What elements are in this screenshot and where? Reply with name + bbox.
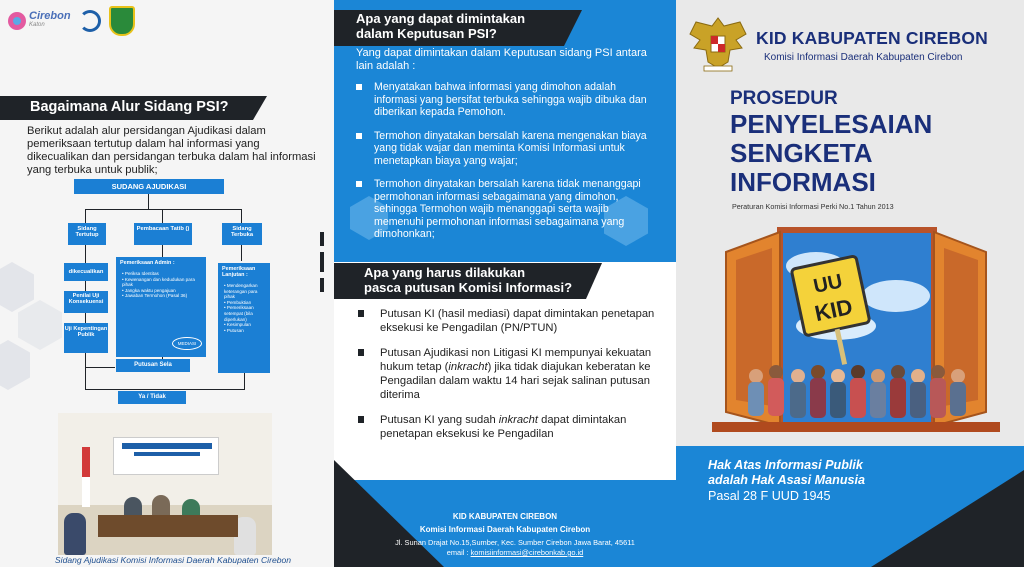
flow-lanjutan-item: • Mendengarkan keterangan para pihak — [224, 283, 268, 300]
cirebon-katon-logo — [8, 12, 71, 30]
list-item — [356, 130, 656, 168]
intro-paragraph: Yang dapat dimintakan dalam Keputusan sidang PSI antara lain adalah : — [356, 47, 647, 72]
photo-table — [98, 515, 238, 537]
flow-lanjutan-item: • Pemeriksaan setempat (bila diperlukan) — [224, 305, 268, 322]
bullet-square-icon — [356, 181, 362, 187]
list-item-text: dapat dimintakan penetapan eksekusi ke Pengadilan — [380, 414, 627, 440]
flow-connector — [162, 245, 163, 257]
middle-panel — [334, 0, 676, 567]
flow-sidang-terbuka: Sidang Terbuka — [222, 223, 262, 245]
bullet-square-icon — [358, 416, 364, 423]
photo-banner-text — [134, 452, 200, 456]
flow-connector — [85, 389, 245, 390]
dash-decoration — [320, 278, 324, 292]
list-item-text: Putusan KI yang sudah — [380, 414, 499, 426]
italic-term: inkracht — [448, 361, 488, 373]
flowchart — [40, 177, 282, 407]
kabupaten-cirebon-crest — [109, 6, 135, 36]
regulation-note: Peraturan Komisi Informasi Perki No.1 Tahun 2013 — [732, 202, 894, 211]
flow-connector — [85, 209, 241, 210]
flow-lanjutan-item: • Putusan — [224, 328, 268, 334]
quote-source: Pasal 28 F UUD 1945 — [708, 489, 831, 503]
section-heading-bar — [334, 10, 564, 46]
garuda-emblem-icon — [686, 12, 750, 74]
section-heading-bar — [0, 96, 253, 120]
flow-connector — [148, 194, 149, 209]
flow-connector — [85, 245, 86, 263]
post-decision-list — [356, 307, 666, 452]
flow-dikecualikan: dikecualikan — [64, 263, 108, 281]
brochure-title-line: PENYELESAIAN — [730, 109, 933, 139]
flow-uji-kepentingan-publik: Uji Kepentingan Publik — [64, 323, 108, 353]
flow-pemeriksaan-admin-title: Pemeriksaan Admin : — [120, 260, 175, 266]
flow-admin-item: • Kewenangan dan kedudukan para pihak — [122, 277, 202, 288]
flow-pembacaan-tatib: Pembacaan Tatib () — [134, 223, 192, 245]
sign-text-line1: UU — [811, 270, 845, 298]
brochure-title-prefix: PROSEDUR — [730, 88, 838, 109]
org-subtitle: Komisi Informasi Daerah Kabupaten Cirebon — [764, 52, 963, 63]
list-item — [356, 81, 656, 119]
bullet-square-icon — [358, 349, 364, 356]
flow-pemeriksaan-lanjutan-title: Pemeriksaan Lanjutan : — [222, 266, 256, 278]
footer-email-link[interactable]: komisiinformasi@cirebonkab.go.id — [470, 548, 584, 557]
flow-admin-item: • Jangka waktu pengajuan — [122, 288, 202, 294]
bullet-square-icon — [358, 310, 364, 317]
list-item — [356, 346, 666, 402]
dash-decoration — [320, 232, 324, 246]
flow-admin-item: • Periksa Identitas — [122, 271, 202, 277]
flow-lanjutan-list — [224, 283, 268, 333]
flow-connector — [85, 281, 86, 291]
flow-sidang-ajudikasi: SUDANG AJUDIKASI — [74, 179, 224, 194]
footer-address: Jl. Sunan Drajat No.15,Sumber, Kec. Sumber Cirebon Jawa Barat, 45611 — [395, 538, 635, 547]
flow-connector — [241, 209, 242, 223]
flow-connector — [162, 209, 163, 223]
flow-connector — [85, 353, 86, 389]
flow-lanjutan-item: • Pembuktian — [224, 300, 268, 306]
bullet-square-icon — [356, 133, 362, 139]
footer-org-full: Komisi Informasi Daerah Kabupaten Cirebon — [419, 525, 591, 534]
kominfo-logo — [79, 10, 101, 32]
list-item — [356, 307, 666, 335]
list-item-text: Putusan Ajudikasi non Litigasi KI mempunyai kekuatan hukum tetap ( — [380, 347, 652, 373]
flow-penilai-uji-konsekuensi: Penilai Uji Konsekuensi — [64, 291, 108, 313]
left-panel — [0, 0, 334, 567]
photo-person — [64, 513, 86, 555]
photo-flag — [82, 477, 90, 507]
cirebon-logo-text: Cirebon Katon — [29, 10, 71, 28]
footer-email-line — [354, 548, 676, 557]
flow-admin-item: • Jawaban Termohon (Pasal 36) — [122, 293, 202, 299]
quote-line: Hak Atas Informasi Publik — [708, 458, 863, 472]
list-item-text: ) jika tidak diajukan keberatan ke Pengadilan dalam waktu 14 hari sejak salinan putusan diterima — [380, 361, 651, 401]
footer-org: KID KABUPATEN CIREBON — [452, 512, 558, 521]
footer-email-label: email : — [446, 548, 471, 557]
logo-row — [8, 6, 135, 36]
open-window-illustration — [706, 226, 1006, 446]
right-panel — [676, 0, 1024, 567]
list-item-text: Termohon dinyatakan bersalah karena mengenakan biaya yang tidak wajar dan meminta Komisi Informasi untuk menetapkan biaya yang wajar; — [374, 129, 647, 167]
cirebon-logo-mark — [8, 12, 26, 30]
flow-connector — [85, 313, 86, 323]
flow-putusan-sela: Putusan Sela — [116, 359, 190, 372]
intro-paragraph: Berikut adalah alur persidangan Ajudikasi dalam pemeriksaan tertutup dalam hal informasi yang dikecualikan dan persidangan terbuka dalam hal informasi yang terbuka untuk publik; — [27, 125, 316, 176]
flow-connector — [241, 245, 242, 261]
photo-banner-text — [122, 443, 212, 449]
hexagon-decoration — [0, 340, 30, 390]
quote-line: adalah Hak Asasi Manusia — [708, 473, 866, 487]
list-item-text: Putusan KI (hasil mediasi) dapat dimintakan penetapan eksekusi ke Pengadilan (PN/PTUN) — [380, 308, 655, 334]
flow-mediasi: MEDIASI — [172, 337, 202, 350]
flow-connector — [244, 373, 245, 389]
flow-connector — [85, 209, 86, 223]
list-item-text: Menyatakan bahwa informasi yang dimohon adalah informasi yang bersifat terbuka sehingga wajib dibuka dan diberikan kepada Pemohon. — [374, 81, 647, 118]
list-item — [356, 178, 656, 241]
list-item-text: Termohon dinyatakan bersalah karena tidak menanggapi permohonan informasi sebagaimana yang dimohon, sehingga Termohon wajib menanggapi serta wajib memenuhi permohonan informasi sebagaimana yang dimohonkan; — [374, 178, 641, 240]
section-heading: Bagaimana Alur Sidang PSI? — [30, 99, 229, 115]
section-heading: Apa yang harus dilakukan pasca putusan Komisi Informasi? — [364, 265, 573, 295]
flow-admin-list — [122, 271, 202, 299]
brochure-title-line: SENGKETA — [730, 138, 873, 168]
italic-term: inkracht — [498, 414, 538, 426]
photo-caption: Sidang Ajudikasi Komisi Informasi Daerah Kabupaten Cirebon — [54, 555, 292, 565]
bullet-square-icon — [356, 84, 362, 90]
crowd-people — [748, 365, 966, 418]
dash-decoration — [320, 252, 324, 272]
flow-connector — [85, 367, 115, 368]
flow-lanjutan-item: • Kesimpulan — [224, 322, 268, 328]
hexagon-decoration — [0, 262, 34, 312]
flow-ya-tidak: Ya / Tidak — [118, 391, 186, 404]
sign-text-line2: KID — [812, 293, 855, 327]
photo-banner — [113, 437, 219, 475]
decision-list — [356, 81, 656, 252]
org-title: KID KABUPATEN CIREBON — [756, 28, 989, 48]
section-heading: Apa yang dapat dimintakan dalam Keputusan PSI? — [356, 11, 526, 41]
hearing-photo — [58, 413, 272, 555]
brochure-title-line: INFORMASI — [730, 167, 876, 197]
section-heading-bar — [334, 263, 586, 299]
flow-sidang-tertutup: Sidang Tertutup — [68, 223, 106, 245]
list-item — [356, 413, 666, 441]
